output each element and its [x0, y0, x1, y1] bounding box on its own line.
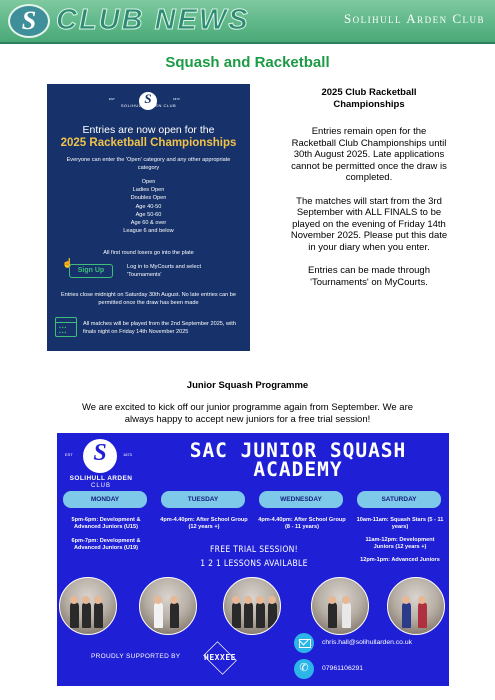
login-instructions: Log in to MyCourts and select 'Tournaments': [127, 264, 201, 278]
category-item: Age 40-50: [135, 203, 162, 210]
banner-divider: [0, 42, 495, 44]
category-list: [47, 178, 250, 235]
calendar-icon: ▪▪▪ ▪▪▪: [55, 317, 77, 337]
poster-est-label: EST: [109, 97, 115, 101]
finals-note: All matches will be played from the 2nd September 2025, with finals night on Friday 14th November 2025: [83, 321, 236, 335]
junior-group-photo: [59, 577, 117, 635]
championships-poster: [47, 84, 250, 351]
article-paragraph: The matches will start from the 3rd September with ALL FINALS to be played on the evening of Friday 14th November 2025. Please put this date in your diary when you enter.: [290, 195, 448, 253]
club-logo-icon: S: [83, 439, 117, 473]
poster-club-name: SOLIHULL ARDEN CLUB: [120, 103, 177, 108]
poster-est-label: EST: [65, 452, 73, 457]
category-item: Ladies Open: [132, 187, 165, 194]
poster-club-name: SOLIHULL ARDEN: [69, 475, 133, 482]
sponsor-logo: HEXXEE: [201, 644, 239, 672]
poster-headline: 2025 Racketball Championships: [60, 137, 237, 149]
day-wednesday: WEDNESDAY: [259, 491, 343, 508]
junior-group-photo: [387, 577, 445, 635]
free-trial-text: FREE TRIAL SESSION! 1 2 1 LESSONS AVAILABLE: [200, 545, 308, 569]
junior-group-photo: [223, 577, 281, 635]
day-tuesday: TUESDAY: [161, 491, 245, 508]
sign-up-badge: Sign Up: [69, 264, 113, 278]
plate-note: All first round losers go into the plate: [103, 250, 194, 256]
session-item: 4pm-4.40pm: After School Group (8 - 11 years): [258, 517, 346, 530]
email-icon: [294, 633, 314, 653]
newsletter-banner: [0, 0, 495, 42]
banner-title: CLUB NEWS: [56, 4, 250, 36]
poster-est-year: 1873: [173, 97, 180, 101]
club-logo-icon: S: [135, 92, 161, 118]
junior-intro: We are excited to kick off our junior programme again from September. We are always happy to accept new juniors for a free trial session!: [81, 402, 414, 425]
category-item: Open: [141, 179, 156, 185]
article-title: 2025 Club Racketball Championships: [321, 87, 417, 110]
article-paragraph: Entries can be made through 'Tournaments' on MyCourts.: [308, 265, 430, 288]
junior-group-photo: [311, 577, 369, 635]
banner-club-name: Solihull Arden Club: [343, 11, 485, 26]
championship-article: [290, 87, 448, 300]
category-item: Age 60 & over: [130, 220, 167, 227]
poster-est-year: 1873: [123, 452, 132, 457]
session-item: 5pm-6pm: Development & Advanced Juniors (U15): [71, 517, 141, 530]
category-item: Age 50-60: [135, 211, 162, 218]
academy-title: SAC JUNIOR SQUASH ACADEMY: [189, 439, 407, 481]
pointer-hand-icon: ☝: [62, 258, 74, 268]
category-item: League 6 and below: [123, 228, 174, 235]
session-item: 4pm-4.40pm: After School Group (12 years +): [160, 517, 248, 530]
club-logo-icon: S: [8, 4, 50, 38]
closing-note: Entries close midnight on Saturday 30th August. No late entries can be permitted once the draw has been made: [60, 292, 237, 306]
poster-heading: Entries are now open for the: [82, 124, 215, 136]
contact-phone[interactable]: 07961106291: [322, 665, 364, 672]
session-item: 6pm-7pm: Development & Advanced Juniors (U19): [71, 538, 141, 551]
poster-intro: Everyone can enter the 'Open' category and any other appropriate category: [66, 157, 231, 171]
session-item: 12pm-1pm: Advanced Juniors: [360, 557, 440, 563]
day-saturday: SATURDAY: [357, 491, 441, 508]
section-title: Squash and Racketball: [165, 54, 330, 71]
junior-group-photo: [139, 577, 197, 635]
junior-title: Junior Squash Programme: [186, 380, 309, 391]
article-paragraph: Entries remain open for the Racketball Club Championships until 30th August 2025. Late applications cannot be permitted once the draw is completed.: [291, 126, 447, 183]
contact-email[interactable]: chris.hall@solihullarden.co.uk: [322, 639, 413, 646]
poster-club-suffix: CLUB: [90, 483, 111, 489]
day-monday: MONDAY: [63, 491, 147, 508]
session-item: 11am-12pm: Development Juniors (12 years +): [365, 537, 435, 550]
supported-by-label: PROUDLY SUPPORTED BY: [91, 653, 181, 660]
session-item: 10am-11am: Squash Stars (5 - 11 years): [356, 517, 444, 530]
phone-icon: ✆: [294, 659, 314, 679]
junior-academy-poster: [57, 433, 449, 686]
category-item: Doubles Open: [130, 195, 167, 202]
